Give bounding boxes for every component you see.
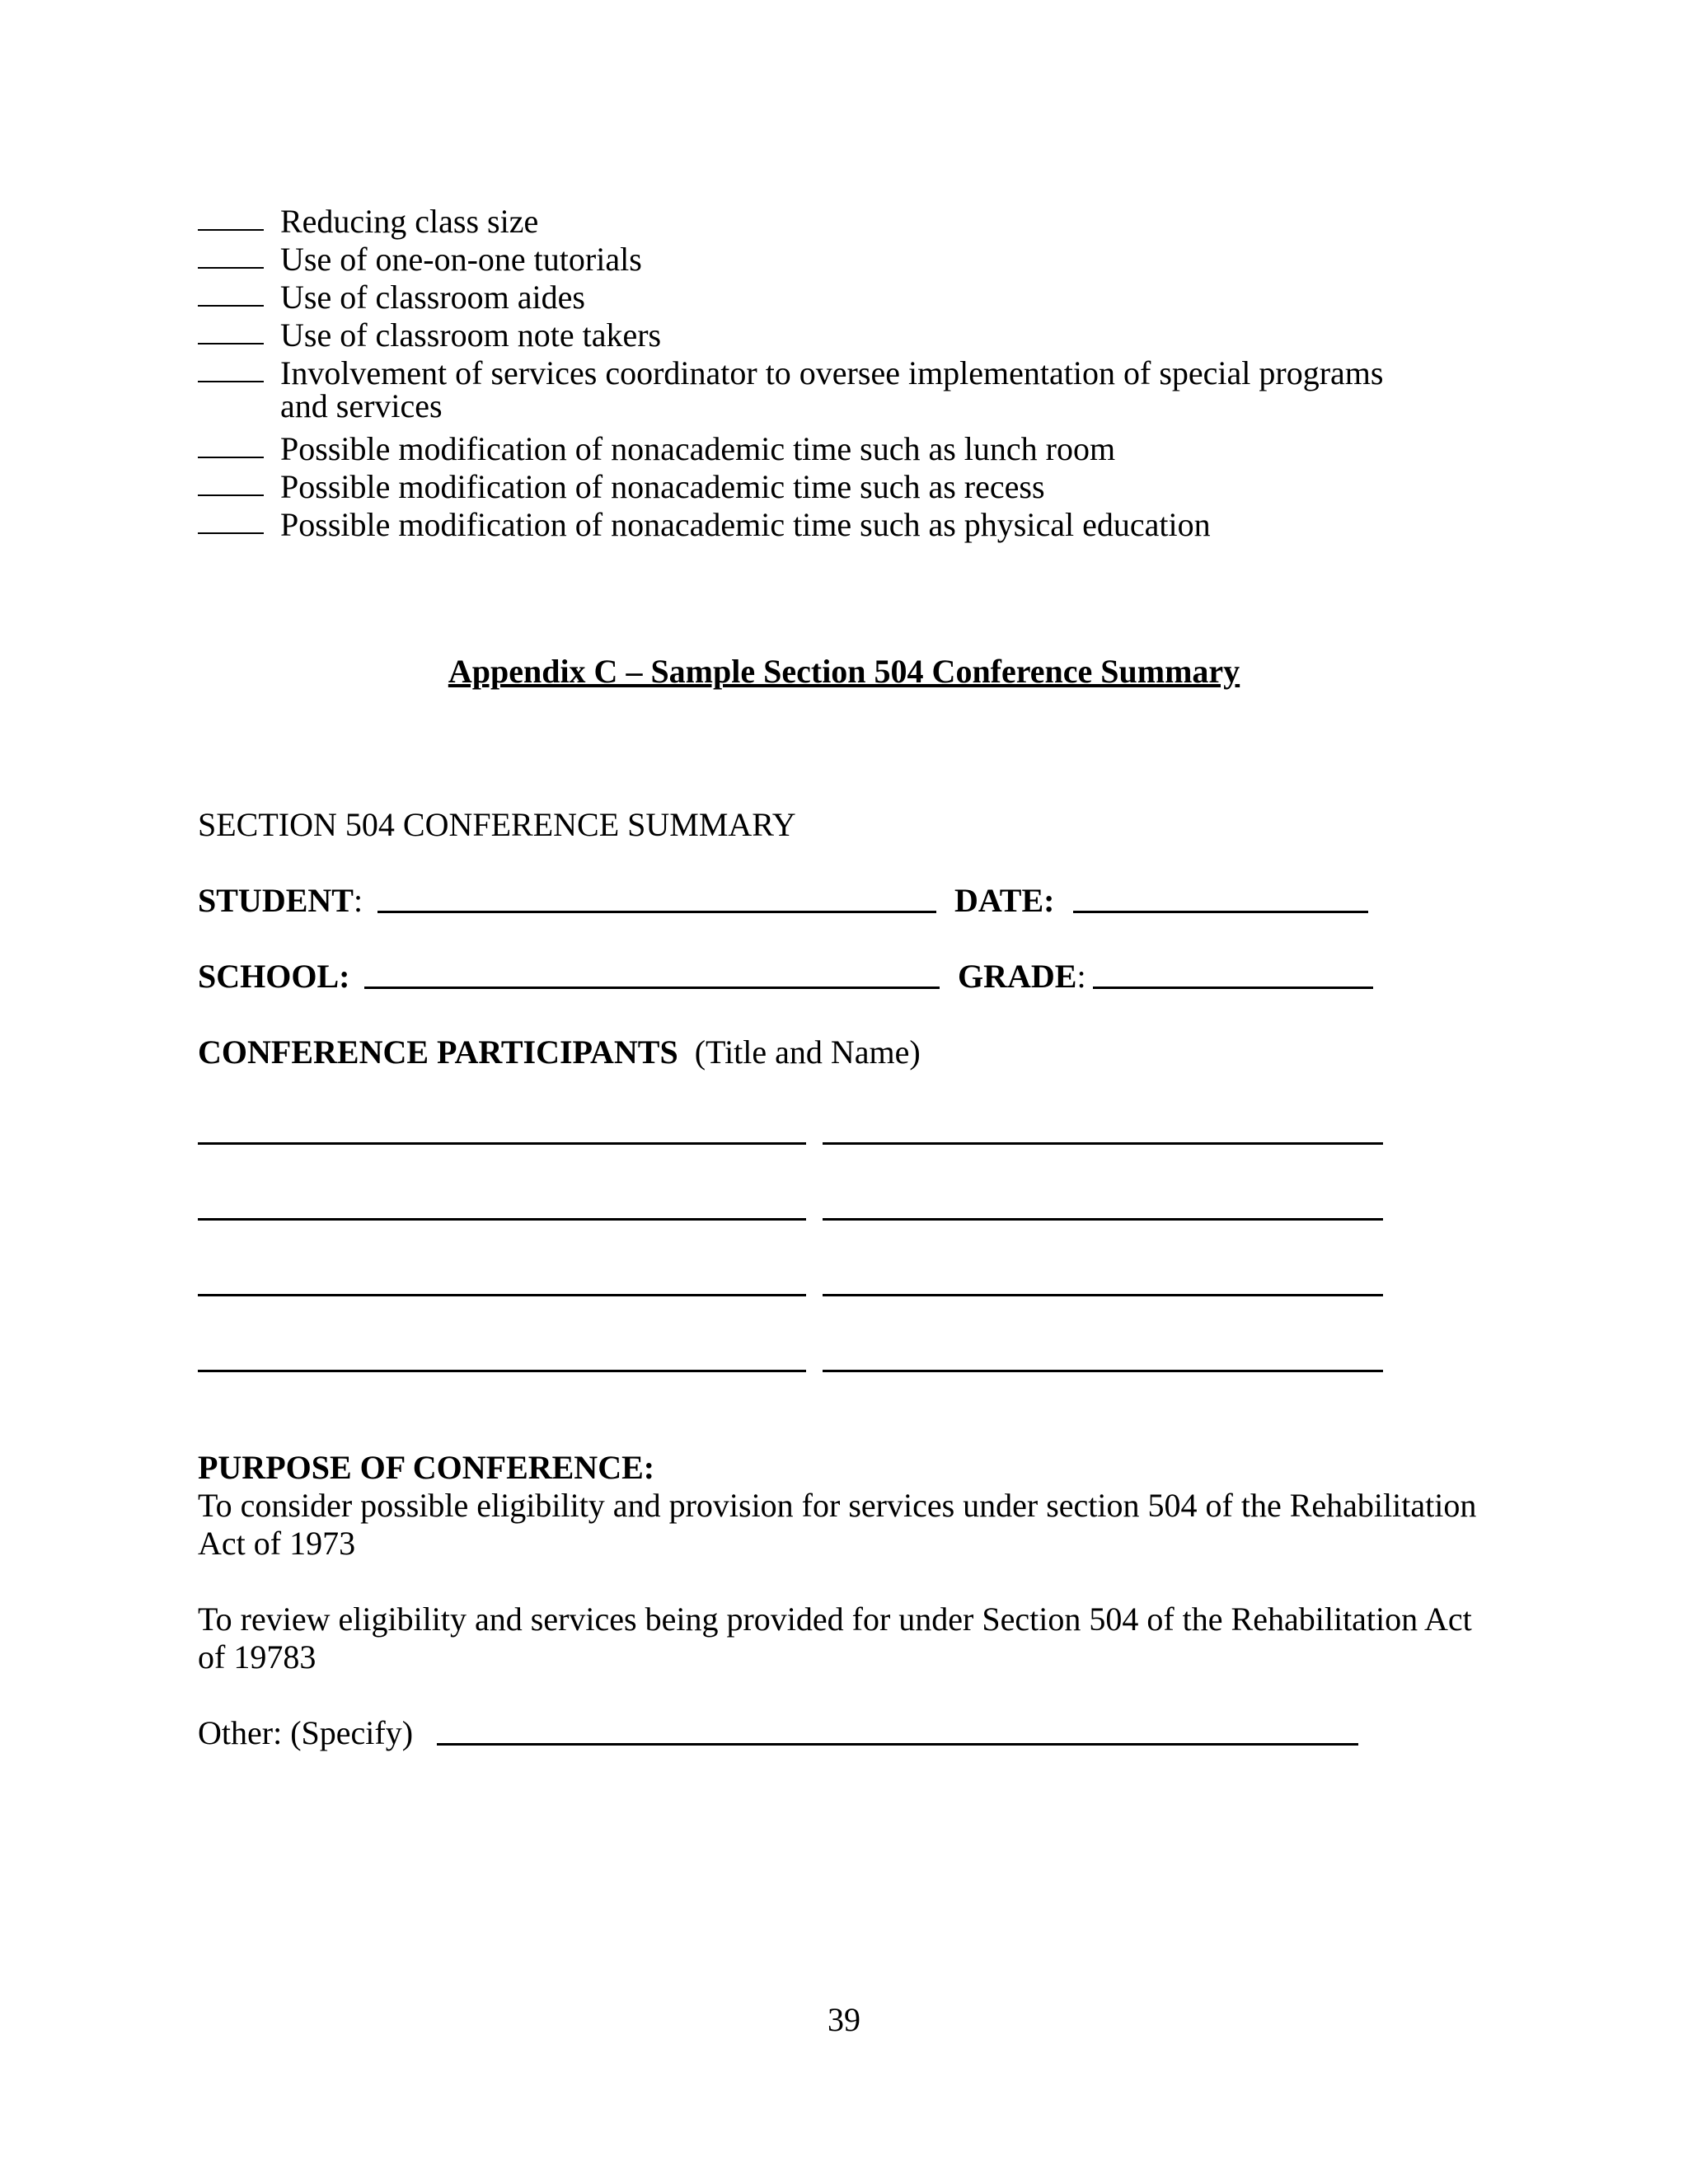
checklist-item-label: Use of classroom aides	[280, 279, 585, 316]
other-label: Other: (Specify)	[198, 1714, 414, 1751]
purpose-option-2-line-2: of 19783	[198, 1638, 316, 1675]
student-colon: :	[353, 882, 363, 919]
checklist-item	[198, 312, 661, 354]
checklist-item-label: Possible modification of nonacademic time such as recess	[280, 468, 1045, 505]
school-label: SCHOOL:	[198, 958, 350, 995]
checklist-blank[interactable]	[198, 234, 264, 269]
grade-colon: :	[1076, 958, 1086, 995]
grade-label: GRADE	[958, 958, 1077, 995]
checklist-item	[198, 236, 642, 279]
purpose-option-2-line-1: To review eligibility and services being provided for under Section 504 of the Rehabilitation Act	[198, 1601, 1472, 1638]
participants-note: (Title and Name)	[694, 1033, 921, 1071]
checklist-item-label: Involvement of services coordinator to oversee implementation of special programs	[280, 354, 1384, 391]
checklist-item-continuation: and services	[280, 387, 443, 424]
checklist-blank[interactable]	[198, 462, 264, 496]
participants-heading	[198, 1033, 921, 1071]
student-label-wrap	[198, 882, 363, 920]
purpose-option-1-line-1: To consider possible eligibility and provision for services under section 504 of the Rehabilitation	[198, 1487, 1477, 1524]
page-number: 39	[828, 2001, 860, 2038]
checklist-item	[198, 463, 1045, 506]
checklist-item-label: Reducing class size	[280, 203, 539, 240]
appendix-title: Appendix C – Sample Section 504 Conference Summary	[448, 653, 1240, 690]
checklist-item	[198, 349, 1383, 392]
date-label: DATE:	[954, 882, 1055, 919]
participant-field[interactable]	[823, 1370, 1383, 1372]
checklist-blank[interactable]	[198, 499, 264, 534]
grade-label-wrap	[958, 958, 1086, 996]
other-specify-field[interactable]	[437, 1743, 1358, 1746]
participant-field[interactable]	[198, 1294, 806, 1296]
checklist-blank[interactable]	[198, 348, 264, 382]
participant-field[interactable]	[198, 1218, 806, 1221]
participant-field[interactable]	[823, 1294, 1383, 1296]
checklist-blank[interactable]	[198, 272, 264, 307]
checklist-blank[interactable]	[198, 310, 264, 344]
form-heading: SECTION 504 CONFERENCE SUMMARY	[198, 806, 796, 843]
checklist-item-label: Possible modification of nonacademic time such as physical education	[280, 506, 1211, 543]
date-field[interactable]	[1073, 911, 1368, 913]
participant-field[interactable]	[198, 1142, 806, 1145]
purpose-option-1-line-2: Act of 1973	[198, 1525, 356, 1562]
participant-field[interactable]	[198, 1370, 806, 1372]
student-label: STUDENT	[198, 882, 354, 919]
participants-label: CONFERENCE PARTICIPANTS	[198, 1033, 678, 1071]
grade-field[interactable]	[1093, 987, 1373, 989]
participant-field[interactable]	[823, 1142, 1383, 1145]
checklist-blank[interactable]	[198, 196, 264, 231]
checklist-item-label: Use of classroom note takers	[280, 316, 662, 354]
checklist-item	[198, 501, 1211, 544]
checklist-item-label: Use of one-on-one tutorials	[280, 241, 642, 278]
school-field[interactable]	[364, 987, 940, 989]
checklist-item	[198, 425, 1115, 468]
checklist-blank[interactable]	[198, 424, 264, 458]
participant-field[interactable]	[823, 1218, 1383, 1221]
purpose-label: PURPOSE OF CONFERENCE:	[198, 1449, 655, 1486]
student-field[interactable]	[377, 911, 936, 913]
checklist-item-label: Possible modification of nonacademic time such as lunch room	[280, 430, 1116, 467]
